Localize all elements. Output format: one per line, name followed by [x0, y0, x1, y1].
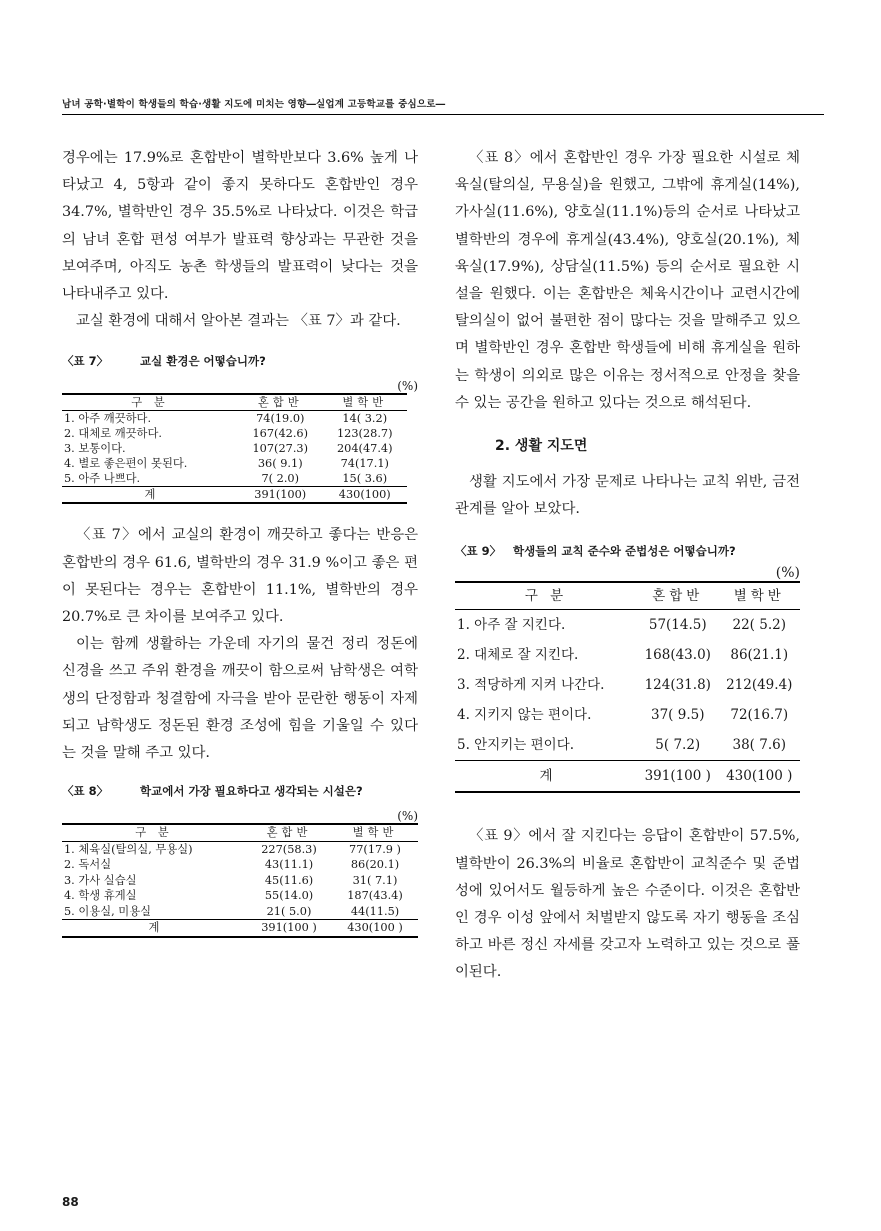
table-row	[455, 610, 800, 641]
table8-title: 학교에서 가장 필요하다고 생각되는 시설은?	[140, 784, 363, 799]
left-para-3: 〈표 7〉에서 교실의 환경이 깨끗하고 좋다는 반응은 혼합반의 경우 61.6, 별학반의 경우 31.9 %이고 좋은 편이 못된다는 경우는 혼합반이 11.1%, 별학반의 경우 20.7%로 큰 차이를 보여주고 있다.	[62, 527, 418, 626]
table-cell: 3. 보통이다.	[64, 442, 126, 456]
table9-title: 학생들의 교칙 준수와 준법성은 어떻습니까?	[513, 544, 736, 559]
table-cell: 391(100 )	[246, 920, 332, 937]
table-row	[62, 456, 407, 471]
table-cell: 36( 9.1)	[257, 457, 303, 471]
table-cell: 44(11.5)	[350, 904, 400, 918]
table8-header-row	[62, 824, 418, 841]
table-cell: 43(11.1)	[264, 858, 314, 872]
table9-unit: (%)	[775, 565, 800, 582]
table-cell: 1. 아주 잘 지킨다.	[457, 617, 566, 634]
table-cell: 212(49.4)	[726, 677, 793, 694]
table9-total-row	[455, 761, 800, 793]
table-cell: 74(19.0)	[256, 412, 305, 426]
table-cell: 14( 3.2)	[342, 412, 388, 426]
table9-header-row	[455, 582, 800, 610]
table9-header-separate: 별학반	[719, 582, 801, 610]
table9-caption	[455, 543, 800, 559]
table8-caption	[62, 783, 418, 799]
table-cell: 5( 7.2)	[655, 737, 701, 754]
left-para-4: 이는 함께 생활하는 가운데 자기의 물건 정리 정돈에 신경을 쓰고 주위 환경을 깨끗이 함으로써 남학생은 여학생의 단정함과 청결함에 자극을 받아 문란한 행동이 자제되고 남학생도 정돈된 환경 조성에 힘을 기울일 수 있다는 것을 말해 주고 있다.	[62, 636, 418, 762]
table-row	[62, 471, 407, 487]
table-cell: 37( 9.5)	[651, 707, 705, 724]
table-row	[62, 904, 418, 920]
table-cell: 5. 이용실, 미용실	[64, 904, 152, 918]
table9-header-category: 구 분	[455, 582, 637, 610]
table8-header-mixed: 혼합반	[246, 824, 332, 841]
table7-caption	[62, 353, 418, 369]
table-cell: 55(14.0)	[264, 889, 314, 903]
table-cell: 22( 5.2)	[732, 617, 786, 634]
table-cell: 430(100 )	[332, 920, 418, 937]
table7-header-row	[62, 394, 407, 411]
table-cell: 1. 체육실(탈의실, 무용실)	[64, 842, 193, 856]
table-cell: 86(21.1)	[730, 647, 789, 664]
table-cell: 430(100)	[323, 487, 408, 504]
header-rule	[62, 114, 824, 115]
right-para-3: 〈표 9〉에서 잘 지킨다는 응답이 혼합반이 57.5%, 별학반이 26.3%의 비율로 혼합반이 교칙준수 및 준법성에 있어서도 월등하게 높은 수준이다. 이것은 혼합반인 경우 이성 앞에서 처벌받지 않도록 자기 행동을 조심하고 바른 정신 자세를 갖고자 노력하고 있는 것으로 풀이된다.	[455, 828, 800, 981]
table7-id: 〈표 7〉	[62, 354, 109, 369]
table-row	[455, 730, 800, 761]
table7-header-category: 구 분	[62, 394, 238, 411]
table-cell: 227(58.3)	[261, 842, 317, 856]
table-cell: 4. 별로 좋은편이 못된다.	[64, 457, 188, 471]
table-row	[455, 700, 800, 730]
table8-block	[62, 783, 418, 938]
table-cell: 107(27.3)	[252, 442, 309, 456]
table-cell: 3. 가사 실습실	[64, 873, 137, 887]
table-cell: 2. 대체로 잘 지킨다.	[457, 647, 579, 664]
table-cell: 391(100)	[238, 487, 323, 504]
table-cell: 38( 7.6)	[732, 737, 786, 754]
table-row	[62, 888, 418, 904]
table7	[62, 393, 407, 504]
table-row	[455, 640, 800, 670]
table7-unit: (%)	[397, 379, 418, 394]
table-cell: 124(31.8)	[644, 677, 711, 694]
table-cell: 167(42.6)	[252, 427, 309, 441]
table7-total-row	[62, 487, 407, 504]
table-cell: 21( 5.0)	[266, 904, 312, 918]
table7-block	[62, 353, 418, 504]
table-cell: 5. 안지키는 편이다.	[457, 737, 575, 754]
left-column	[62, 145, 418, 938]
right-para-1: 〈표 8〉에서 혼합반인 경우 가장 필요한 시설로 체육실(탈의실, 무용실)을 원했고, 그밖에 휴게실(14%), 가사실(11.6%), 양호실(11.1%)등의 순서로 나타났고 별학반의 경우에 휴게실(43.4%), 양호실(20.1%), 체육실(17.9%), 상담실(11.5%) 등의 순서로 필요한 시설을 원했다. 이는 혼합반은 체육시간이나 교련시간에 탈의실이 없어 불편한 점이 많다는 것을 말해주고 있으며 별학반인 경우 혼합반 학생들에 비해 휴게실을 원하는 학생이 의외로 많은 이유는 정서적으로 안정을 찾을 수 있는 공간을 원하고 있다는 것으로 해석된다.	[455, 150, 800, 411]
table-cell: 3. 적당하게 지켜 나간다.	[457, 677, 605, 694]
table8-header-category: 구 분	[62, 824, 246, 841]
table8	[62, 823, 418, 938]
table-cell: 7( 2.0)	[261, 472, 300, 486]
table-row	[62, 411, 407, 427]
table-cell: 45(11.6)	[264, 873, 314, 887]
table7-header-separate: 별학반	[323, 394, 408, 411]
table-cell: 4. 학생 휴게실	[64, 889, 137, 903]
table-cell: 123(28.7)	[336, 427, 393, 441]
table8-total-row	[62, 920, 418, 937]
table-row	[62, 857, 418, 873]
table-cell: 4. 지키지 않는 편이다.	[457, 707, 592, 724]
table-cell: 57(14.5)	[648, 617, 707, 634]
table-cell: 86(20.1)	[350, 858, 400, 872]
page-number: 88	[62, 1195, 79, 1209]
table-cell: 204(47.4)	[336, 442, 393, 456]
table-cell: 계	[62, 487, 238, 504]
table-cell: 2. 대체로 깨끗하다.	[64, 427, 162, 441]
right-para-2: 생활 지도에서 가장 문제로 나타나는 교칙 위반, 금전 관계를 알아 보았다.	[455, 474, 800, 518]
section-title: 2. 생활 지도면	[495, 438, 588, 455]
table9-id: 〈표 9〉	[455, 544, 502, 559]
table-cell: 31( 7.1)	[352, 873, 398, 887]
table9	[455, 581, 800, 793]
right-column	[455, 145, 800, 987]
table-row	[62, 441, 407, 456]
table9-block	[455, 543, 800, 793]
table-cell: 1. 아주 깨끗하다.	[64, 412, 152, 426]
table-cell: 430(100 )	[719, 761, 801, 793]
table-row	[62, 873, 418, 889]
left-para-2: 교실 환경에 대해서 알아본 결과는 〈표 7〉과 같다.	[76, 313, 401, 330]
table-cell: 2. 독서실	[64, 858, 112, 872]
table7-title: 교실 환경은 어떻습니까?	[140, 354, 266, 369]
table-cell: 5. 아주 나쁘다.	[64, 472, 141, 486]
table7-header-mixed: 혼합반	[238, 394, 323, 411]
table-cell: 168(43.0)	[644, 647, 711, 664]
table-cell: 72(16.7)	[730, 707, 789, 724]
table-cell: 계	[455, 761, 637, 793]
left-para-1: 경우에는 17.9%로 혼합반이 별학반보다 3.6% 높게 나타났고 4, 5항과 같이 좋지 못하다도 혼합반인 경우 34.7%, 별학반인 경우 35.5%로 나타났다. 이것은 학급의 남녀 혼합 편성 여부가 발표력 향상과는 무관한 것을 보여주며, 아직도 농촌 학생들의 발표력이 낮다는 것을 나타내주고 있다.	[62, 150, 418, 303]
table9-header-mixed: 혼합반	[637, 582, 719, 610]
table8-header-separate: 별학반	[332, 824, 418, 841]
table-row	[62, 426, 407, 441]
table-row	[455, 670, 800, 700]
table-cell: 15( 3.6)	[342, 472, 388, 486]
table-row	[62, 841, 418, 857]
table-cell: 계	[62, 920, 246, 937]
table8-unit: (%)	[397, 809, 418, 824]
table-cell: 74(17.1)	[340, 457, 389, 471]
table-cell: 187(43.4)	[347, 889, 403, 903]
table-cell: 77(17.9 )	[349, 842, 401, 856]
table-cell: 391(100 )	[637, 761, 719, 793]
table8-id: 〈표 8〉	[62, 784, 109, 799]
running-header: 남녀 공학·별학이 학생들의 학습·생활 지도에 미치는 영향―실업계 고등학교를 중심으로―	[62, 99, 446, 110]
